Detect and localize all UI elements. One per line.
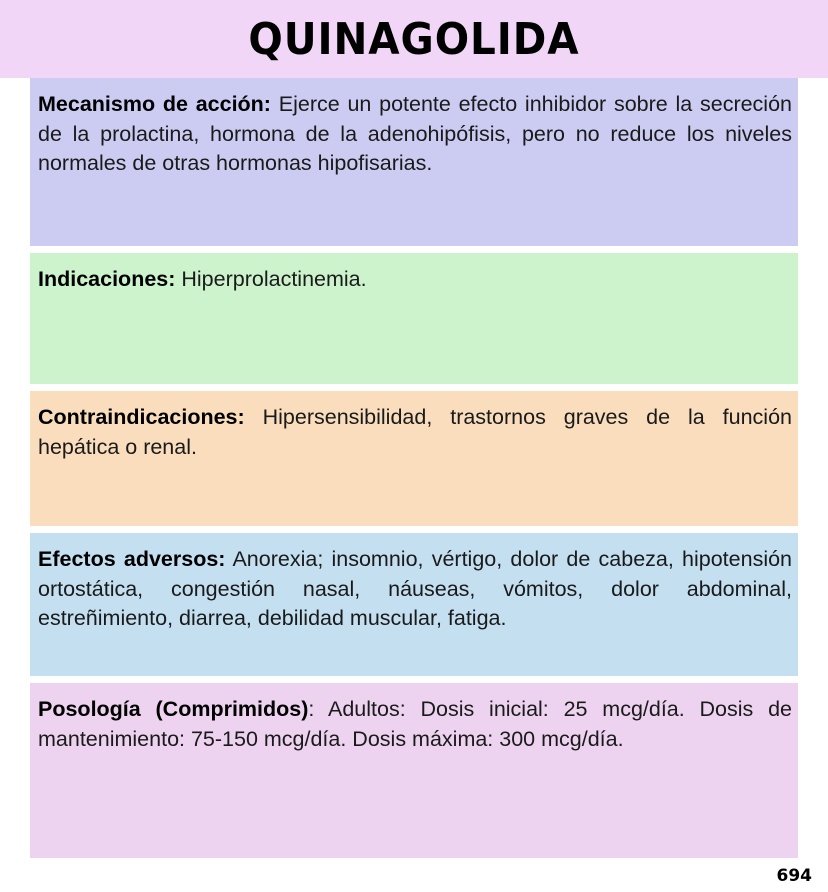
section-text-mecanismo: Ejerce un potente efecto inhibidor sobre la secreción de la prolactina, hormona de la adenohipófisis, pero no reduce los niveles normales de otras hormonas hipofisarias. xyxy=(38,92,792,176)
section-label-efectos-adversos: Efectos adversos: xyxy=(38,547,226,571)
section-contraindicaciones xyxy=(30,391,798,526)
section-text-efectos-adversos: Anorexia; insomnio, vértigo, dolor de cabeza, hipotensión ortostática, congestión nasal, náuseas, vómitos, dolor abdominal, estreñimiento, diarrea, debilidad muscular, fatiga. xyxy=(38,547,793,631)
section-label-contraindicaciones: Contraindicaciones: xyxy=(38,405,245,429)
section-efectos-adversos xyxy=(30,533,798,676)
page-title: QUINAGOLIDA xyxy=(248,13,580,65)
section-mecanismo-de-accion xyxy=(30,78,798,246)
section-label-indicaciones: Indicaciones: xyxy=(38,267,176,291)
page-number: 694 xyxy=(776,866,812,886)
sections-container xyxy=(0,78,828,858)
section-text-contraindicaciones: Hipersensibilidad, trastornos graves de la función hepática o renal. xyxy=(38,405,792,459)
section-label-mecanismo: Mecanismo de acción: xyxy=(38,92,271,116)
section-label-posologia: Posología (Comprimidos) xyxy=(38,697,309,721)
section-posologia xyxy=(30,683,798,858)
section-text-posologia: : Adultos: Dosis inicial: 25 mcg/día. Dosis de mantenimiento: 75-150 mcg/día. Dosis máxima: 300 mcg/día. xyxy=(38,697,792,751)
section-indicaciones xyxy=(30,253,798,384)
title-bar xyxy=(0,0,828,78)
section-text-indicaciones: Hiperprolactinemia. xyxy=(175,267,367,291)
